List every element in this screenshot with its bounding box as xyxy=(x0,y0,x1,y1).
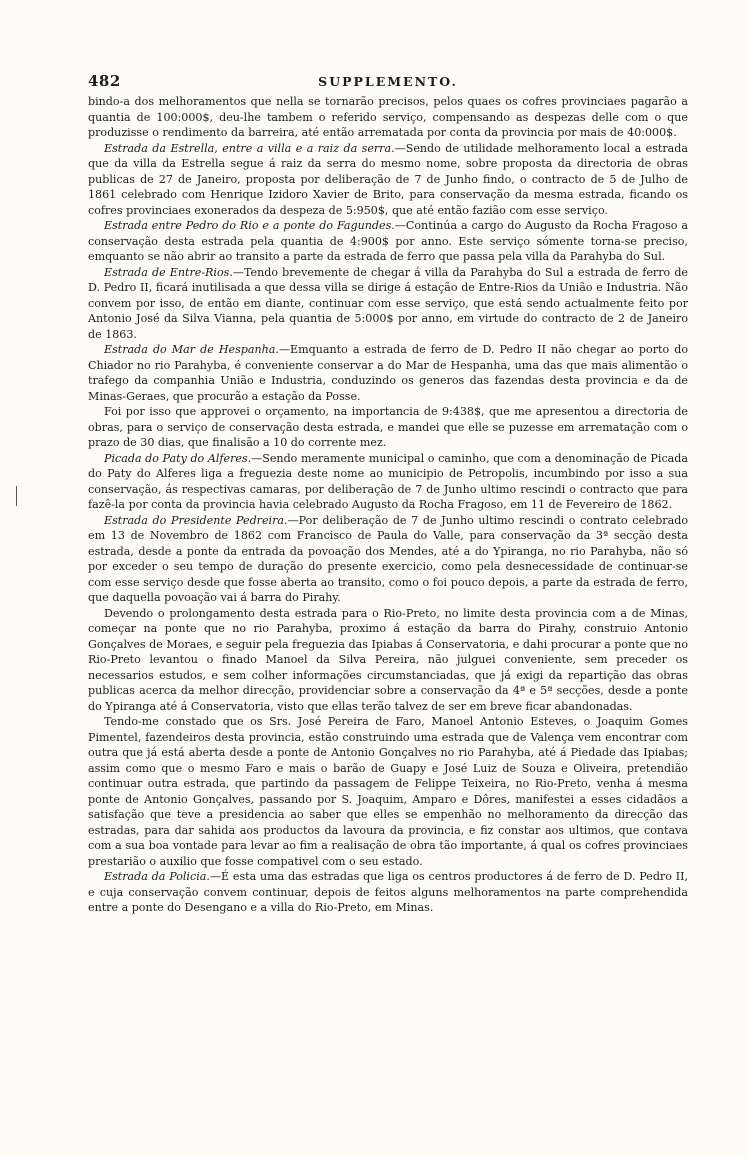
paragraph-text: bindo-a dos melhoramentos que nella se tornarão precisos, pelos quaes os cofres provinciaes pagarão a quantia de 100:000$, deu-lhe tambem o referido serviço, compensando as despezas delle com o que produzisse o rendimento da barreira, até então arrematada por conta da provincia por mais de 40:000$. xyxy=(88,95,688,139)
paragraph xyxy=(88,265,688,343)
section-rubric: Estrada do Presidente Pedreira. xyxy=(104,513,288,527)
section-rubric: Estrada da Estrella, entre a villa e a raiz da serra. xyxy=(104,141,395,155)
paragraph xyxy=(88,451,688,513)
section-rubric: Estrada entre Pedro do Rio e a ponte do Fagundes. xyxy=(104,219,395,232)
section-rubric: Picada do Paty do Alferes. xyxy=(104,451,252,465)
paragraph-text: Foi por isso que approvei o orçamento, na importancia de 9:438$, que me apresentou a directoria de obras, para o serviço de conservação desta estrada, e mandei que elle se puzesse em arrematação com o prazo de 30 dias, que finalisão a 10 do corrente mez. xyxy=(88,405,688,449)
margin-mark xyxy=(16,486,17,506)
paragraph-text: Tendo-me constado que os Srs. José Pereira de Faro, Manoel Antonio Esteves, o Joaquim Gomes Pimentel, fazendeiros desta provincia, estão construindo uma estrada que de Valença vem encontrar com outra que já está aberta desde a ponte de Antonio Gonçalves no rio Parahyba, até á Piedade das Ipiabas; assim como que o mesmo Faro e mais o barão de Guapy e José Luiz de Souza e Oliveira, pretendião continuar outra estrada, que partindo da passagem de Felippe Teixeira, no Rio-Preto, venha á mesma ponte de Antonio Gonçalves, passando por S. Joaquim, Amparo e Dôres, manifestei a esses cidadãos a satisfação que teve a presidencia ao saber que elles se empenhão no melhoramento da direcção das estradas, para dar sahida aos productos da lavoura da provincia, e fiz constar aos ultimos, que contava com a sua boa vontade para levar ao fim a realisação de obra tão importante, á qual os cofres provinciaes prestarião o auxilio que fosse compativel com o seu estado. xyxy=(88,715,688,868)
paragraph-text: Devendo o prolongamento desta estrada para o Rio-Preto, no limite desta provincia com a de Minas, começar na ponte que no rio Parahyba, proximo á estação da barra do Pirahy, construio Antonio Gonçalves de Moraes, e seguir pela freguezia das Ipiabas á Conservatoria, e dahi procurar a ponte que no Rio-Preto levantou o finado Manoel da Silva Pereira, não julguei conveniente, sem preceder os necessarios estudos, e sem colher informações circumstanciadas, que já exigi da repartição das obras publicas acerca da melhor direcção, providenciar sobre a conservação da 4ª e 5ª secções, desde a ponte do Ypiranga até á Conservatoria, visto que ellas terão talvez de ser em breve ficar abandonadas. xyxy=(88,606,688,713)
paragraph-text: —É esta uma das estradas que liga os centros productores á de ferro de D. Pedro II, e cuja conservação convem continuar, depois de feitos alguns melhoramentos na parte comprehendida entre a ponte do Desengano e a villa do Rio-Preto, em Minas. xyxy=(88,870,688,914)
page-header xyxy=(88,72,688,92)
section-rubric: Estrada do Mar de Hespanha. xyxy=(104,343,279,356)
paragraph-text: —Continúa a cargo do Augusto da Rocha Fragoso a conservação desta estrada pela quantia de 4:900$ por anno. Este serviço sómente torna-se preciso, emquanto se não abrir ao transito a parte da estrada de ferro que passa pela villa da Parahyba do Sul. xyxy=(88,219,688,263)
running-head: SUPPLEMENTO. xyxy=(318,74,458,89)
document-page xyxy=(88,72,688,916)
paragraph xyxy=(88,606,688,715)
paragraph-text: —Por deliberação de 7 de Junho ultimo rescindi o contrato celebrado em 13 de Novembro de 1862 com Francisco de Paula do Valle, para conservação da 3ª secção desta estrada, desde a ponte da entrada da povoação dos Mendes, até a do Ypiranga, no rio Parahyba, não só por exceder o seu tempo de duração do presente exercicio, como pela desnecessidade de continuar-se com esse serviço desde que fosse aberta ao transito, como o foi pouco depois, a parte da estrada de ferro, que daquella povoação vai á barra do Pirahy. xyxy=(88,513,689,604)
section-rubric: Estrada da Policia. xyxy=(104,870,210,883)
page-number: 482 xyxy=(88,72,121,90)
paragraph xyxy=(88,218,688,265)
paragraph-text: —Tendo brevemente de chegar á villa da Parahyba do Sul a estrada de ferro de D. Pedro II, ficará inutilisada a que dessa villa se dirige á estação de Entre-Rios da União e Industria. Não convem por isso, de então em diante, continuar com esse serviço, que está sendo actualmente feito por Antonio José da Silva Vianna, pela quantia de 5:000$ por anno, em virtude do contracto de 2 de Janeiro de 1863. xyxy=(88,265,688,341)
paragraph xyxy=(88,513,688,606)
paragraph xyxy=(88,714,688,869)
paragraph-text: —Sendo de utilidade melhoramento local a estrada que da villa da Estrella segue á raiz da serra do mesmo nome, sobre proposta da directoria de obras publicas de 27 de Janeiro, proposta por deliberação de 7 de Junho findo, o contracto de 5 de Julho de 1861 celebrado com Henrique Izidoro Xavier de Brito, para conservação da mesma estrada, ficando os cofres provinciaes exonerados da despeza de 5:950$, que até então fazião com esse serviço. xyxy=(88,141,688,217)
body-text xyxy=(88,94,688,916)
paragraph xyxy=(88,94,688,141)
paragraph xyxy=(88,404,688,451)
section-rubric: Estrada de Entre-Rios. xyxy=(104,265,233,279)
paragraph xyxy=(88,342,688,404)
paragraph-text: —Sendo meramente municipal o caminho, que com a denominação de Picada do Paty do Alferes liga a freguezia deste nome ao municipio de Petropolis, incumbindo por isso a sua conservação, ás respectivas camaras, por deliberação de 7 de Junho ultimo rescindi o contracto que para fazê-la por conta da provincia havia celebrado Augusto da Rocha Fragoso, em 11 de Fevereiro de 1862. xyxy=(88,451,688,511)
paragraph xyxy=(88,869,688,916)
paragraph xyxy=(88,141,688,219)
paragraph-text: —Emquanto a estrada de ferro de D. Pedro II não chegar ao porto do Chiador no rio Parahyba, é conveniente conservar a do Mar de Hespanha, uma das que mais alimentão o trafego da companhia União e Industria, conduzindo os generos das fazendas desta provincia e da de Minas-Geraes, que procurão a estação da Posse. xyxy=(88,343,688,403)
